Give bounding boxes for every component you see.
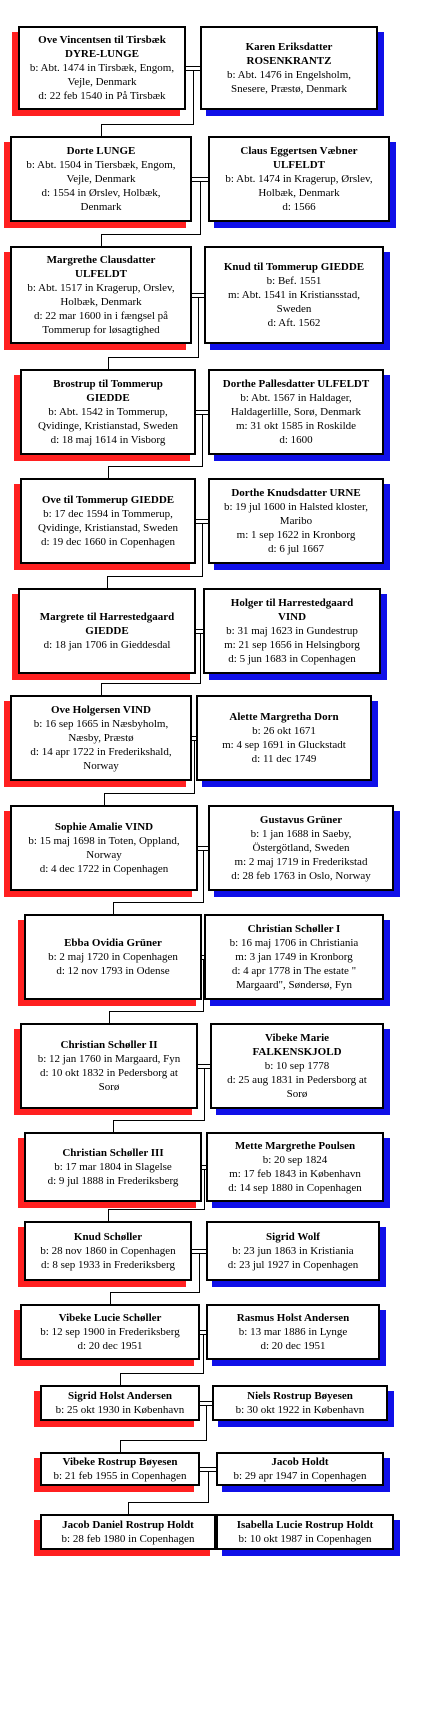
person-detail: d: 11 dec 1749: [251, 753, 317, 765]
person-detail: b: 30 okt 1922 in København: [235, 1404, 365, 1416]
person-detail: d: 20 dec 1951: [77, 1340, 143, 1352]
person-name: FALKENSKJOLD: [252, 1046, 342, 1058]
person-card[interactable]: [10, 246, 192, 344]
person-name: ULFELDT: [273, 159, 325, 171]
person-card[interactable]: [20, 369, 196, 455]
person-card[interactable]: [210, 1023, 384, 1109]
descent-line: [120, 1373, 121, 1385]
person-name: Vibeke Lucie Schøller: [58, 1312, 162, 1324]
descent-line: [113, 1120, 114, 1132]
person-card[interactable]: [40, 1452, 200, 1486]
descent-line: [202, 523, 203, 576]
person-card[interactable]: [10, 136, 192, 222]
person-detail: b: Abt. 1567 in Haldager,: [240, 392, 352, 404]
person-detail: d: 22 feb 1540 in På Tirsbæk: [38, 90, 166, 102]
person-card[interactable]: [208, 805, 394, 891]
marriage-line: [200, 1467, 216, 1468]
descent-line: [108, 466, 203, 467]
person-card[interactable]: [208, 369, 384, 455]
person-detail: m: 31 okt 1585 in Roskilde: [235, 420, 357, 432]
descent-line: [109, 1011, 204, 1012]
person-name: GIEDDE: [85, 625, 129, 637]
descent-line: [206, 1405, 207, 1440]
descent-line: [101, 124, 194, 125]
person-name: ROSENKRANTZ: [246, 55, 332, 67]
descent-line: [208, 1471, 209, 1502]
person-name: Vibeke Marie: [264, 1032, 330, 1044]
person-detail: d: 8 sep 1933 in Frederiksberg: [41, 1259, 175, 1271]
descent-line: [108, 1209, 109, 1221]
marriage-line: [202, 1165, 206, 1166]
person-name: Sigrid Holst Andersen: [68, 1390, 172, 1402]
person-detail: b: Abt. 1504 in Tiersbæk, Engom,: [26, 159, 176, 171]
person-card[interactable]: [24, 1221, 192, 1281]
person-detail: d: 4 dec 1722 in Copenhagen: [39, 863, 169, 875]
descent-line: [193, 70, 194, 124]
person-detail: d: 23 jul 1927 in Copenhagen: [227, 1259, 359, 1271]
descent-line: [113, 902, 114, 914]
person-name: Karen Eriksdatter: [245, 41, 333, 53]
person-detail: Holbæk, Denmark: [258, 187, 340, 199]
person-detail: d: 22 mar 1600 in i fængsel på: [33, 310, 169, 322]
person-name: Holger til Harrestedgaard: [230, 597, 354, 609]
person-name: Sophie Amalie VIND: [54, 821, 154, 833]
person-card[interactable]: [196, 695, 372, 781]
person-name: Ove til Tommerup GIEDDE: [41, 494, 175, 506]
descent-line: [128, 1502, 209, 1503]
person-name: Isabella Lucie Rostrup Holdt: [236, 1519, 374, 1531]
person-detail: d: 4 apr 1778 in The estate ": [231, 965, 357, 977]
marriage-line: [198, 846, 208, 847]
person-detail: Norway: [86, 849, 122, 861]
descent-line: [202, 414, 203, 466]
person-detail: Tommerup for løsagtighed: [42, 324, 160, 336]
person-detail: b: 19 jul 1600 in Halsted kloster,: [223, 501, 369, 513]
person-card[interactable]: [206, 1221, 380, 1281]
descent-line: [110, 1292, 200, 1293]
descent-line: [203, 1334, 204, 1373]
person-card[interactable]: [40, 1385, 200, 1421]
person-name: Dorthe Knudsdatter URNE: [231, 487, 361, 499]
person-detail: d: 5 jun 1683 in Copenhagen: [228, 653, 356, 665]
person-detail: b: Bef. 1551: [266, 275, 322, 287]
person-name: DYRE-LUNGE: [65, 48, 139, 60]
descent-line: [113, 1120, 205, 1121]
person-name: Ebba Ovidia Grüner: [64, 937, 162, 949]
person-name: Vibeke Rostrup Bøyesen: [62, 1456, 178, 1468]
person-name: Brostrup til Tommerup: [53, 378, 163, 390]
person-detail: m: Abt. 1541 in Kristiansstad,: [228, 289, 360, 301]
person-detail: d: 19 dec 1660 in Copenhagen: [40, 536, 176, 548]
person-detail: b: 20 sep 1824: [262, 1154, 328, 1166]
person-detail: Qvidinge, Kristianstad, Sweden: [38, 420, 178, 432]
descent-line: [113, 902, 204, 903]
person-card[interactable]: [24, 1132, 202, 1202]
marriage-line: [196, 629, 203, 630]
descent-line: [120, 1373, 204, 1374]
person-detail: b: 31 maj 1623 in Gundestrup: [226, 625, 358, 637]
person-name: ULFELDT: [75, 268, 127, 280]
marriage-line: [198, 1064, 210, 1065]
person-detail: b: Abt. 1474 in Tirsbæk, Engom,: [29, 62, 175, 74]
descent-line: [203, 959, 204, 1011]
person-name: Niels Rostrup Bøyesen: [247, 1390, 353, 1402]
descent-line: [120, 1440, 207, 1441]
person-detail: Qvidinge, Kristianstad, Sweden: [38, 522, 178, 534]
marriage-line: [192, 1249, 206, 1250]
person-detail: Sorø: [98, 1081, 120, 1093]
person-card[interactable]: [206, 1132, 384, 1202]
descent-line: [110, 1292, 111, 1304]
marriage-line: [196, 519, 208, 520]
person-detail: Holbæk, Denmark: [60, 296, 142, 308]
person-detail: b: 13 mar 1886 in Lynge: [238, 1326, 348, 1338]
person-name: GIEDDE: [86, 392, 130, 404]
person-detail: Norway: [83, 760, 119, 772]
person-detail: b: 17 mar 1804 in Slagelse: [54, 1161, 172, 1173]
person-detail: Maribo: [279, 515, 313, 527]
person-detail: m: 1 sep 1622 in Kronborg: [236, 529, 356, 541]
descent-line: [101, 234, 102, 246]
descent-line: [194, 740, 195, 793]
person-detail: Næsby, Præstø: [68, 732, 134, 744]
person-card[interactable]: [10, 695, 192, 781]
person-name: Claus Eggertsen Væbner: [240, 145, 358, 157]
descent-line: [101, 683, 201, 684]
descent-line: [108, 1209, 205, 1210]
person-detail: b: 12 jan 1760 in Margaard, Fyn: [37, 1053, 181, 1065]
person-detail: Vejle, Denmark: [67, 76, 137, 88]
person-card[interactable]: [204, 914, 384, 1000]
person-detail: d: 12 nov 1793 in Odense: [56, 965, 170, 977]
descent-line: [204, 1169, 205, 1209]
marriage-line: [196, 410, 208, 411]
descent-line: [128, 1502, 129, 1514]
descent-line: [200, 633, 201, 683]
person-detail: b: 29 apr 1947 in Copenhagen: [233, 1470, 367, 1482]
person-detail: b: 23 jun 1863 in Kristiania: [232, 1245, 354, 1257]
person-card[interactable]: [216, 1514, 394, 1550]
person-detail: m: 4 sep 1691 in Gluckstadt: [222, 739, 346, 751]
person-name: Christian Schøller III: [62, 1147, 164, 1159]
person-card[interactable]: [206, 1304, 380, 1360]
person-detail: d: 18 maj 1614 in Visborg: [50, 434, 166, 446]
descent-line: [104, 793, 105, 805]
descent-line: [101, 234, 201, 235]
person-detail: d: 14 apr 1722 in Frederikshald,: [30, 746, 172, 758]
person-detail: d: 14 sep 1880 in Copenhagen: [228, 1182, 362, 1194]
person-card[interactable]: [24, 914, 202, 1000]
person-detail: b: 15 maj 1698 in Toten, Oppland,: [28, 835, 180, 847]
person-card[interactable]: [212, 1385, 388, 1421]
person-card[interactable]: [20, 478, 196, 564]
person-card[interactable]: [203, 588, 381, 674]
marriage-line: [192, 293, 204, 294]
descent-line: [104, 793, 195, 794]
descent-line: [203, 850, 204, 902]
person-name: Knud til Tommerup GIEDDE: [223, 261, 365, 273]
person-detail: m: 2 maj 1719 in Frederikstad: [234, 856, 368, 868]
person-detail: d: 1600: [279, 434, 313, 446]
marriage-line: [192, 177, 208, 178]
person-card[interactable]: [20, 1304, 200, 1360]
person-detail: d: 18 jan 1706 in Gieddesdal: [43, 639, 171, 651]
marriage-line: [192, 736, 196, 737]
person-detail: b: Abt. 1474 in Kragerup, Ørslev,: [225, 173, 373, 185]
person-detail: b: Abt. 1542 in Tommerup,: [48, 406, 168, 418]
descent-line: [108, 357, 199, 358]
person-detail: d: 9 jul 1888 in Frederiksberg: [47, 1175, 179, 1187]
person-card[interactable]: [200, 26, 378, 110]
person-name: Christian Schøller I: [247, 923, 341, 935]
person-detail: b: 1 jan 1688 in Saeby,: [250, 828, 352, 840]
person-detail: m: 21 sep 1656 in Helsingborg: [224, 639, 360, 651]
descent-line: [101, 683, 102, 695]
person-detail: b: 25 okt 1930 in København: [55, 1404, 185, 1416]
person-name: Christian Schøller II: [60, 1039, 158, 1051]
person-name: Dorthe Pallesdatter ULFELDT: [222, 378, 370, 390]
person-name: Ove Vincentsen til Tirsbæk: [38, 34, 166, 46]
person-card[interactable]: [20, 1023, 198, 1109]
person-card[interactable]: [18, 588, 196, 674]
person-detail: d: 28 feb 1763 in Oslo, Norway: [231, 870, 371, 882]
person-detail: d: 1566: [282, 201, 316, 213]
descent-line: [107, 576, 203, 577]
person-card[interactable]: [10, 805, 198, 891]
person-name: Rasmus Holst Andersen: [236, 1312, 350, 1324]
person-name: VIND: [277, 611, 307, 623]
person-detail: b: 16 maj 1706 in Christiania: [229, 937, 359, 949]
person-detail: Vejle, Denmark: [66, 173, 136, 185]
marriage-line: [202, 955, 204, 956]
marriage-line: [200, 1330, 206, 1331]
person-detail: d: 10 okt 1832 in Pedersborg at: [40, 1067, 178, 1079]
person-name: Alette Margretha Dorn: [229, 711, 339, 723]
descent-line: [101, 124, 102, 136]
person-card[interactable]: [208, 136, 390, 222]
person-detail: b: 2 maj 1720 in Copenhagen: [48, 951, 178, 963]
person-card[interactable]: [204, 246, 384, 344]
descent-line: [109, 1011, 110, 1023]
person-detail: b: 17 dec 1594 in Tommerup,: [43, 508, 173, 520]
person-detail: b: 28 nov 1860 in Copenhagen: [40, 1245, 176, 1257]
person-name: Mette Margrethe Poulsen: [234, 1140, 356, 1152]
descent-line: [198, 297, 199, 357]
marriage-line: [186, 66, 200, 67]
descent-line: [204, 1068, 205, 1120]
person-name: Margrete til Harrestedgaard: [39, 611, 175, 623]
person-detail: Östergötland, Sweden: [252, 842, 350, 854]
person-detail: b: Abt. 1517 in Kragerup, Orslev,: [27, 282, 175, 294]
person-detail: b: Abt. 1476 in Engelsholm,: [226, 69, 352, 81]
person-card[interactable]: [208, 478, 384, 564]
person-detail: d: 20 dec 1951: [260, 1340, 326, 1352]
person-detail: d: 6 jul 1667: [268, 543, 324, 555]
person-card[interactable]: [18, 26, 186, 110]
person-detail: Snesere, Præstø, Denmark: [230, 83, 348, 95]
person-name: Sigrid Wolf: [266, 1231, 320, 1243]
descent-line: [120, 1440, 121, 1452]
person-name: Dorte LUNGE: [66, 145, 136, 157]
person-name: Margrethe Clausdatter: [46, 254, 156, 266]
person-detail: b: 10 okt 1987 in Copenhagen: [238, 1533, 372, 1545]
descent-line: [107, 576, 108, 588]
person-detail: b: 16 sep 1665 in Næsbyholm,: [33, 718, 169, 730]
person-detail: b: 12 sep 1900 in Frederiksberg: [40, 1326, 180, 1338]
person-card[interactable]: [216, 1452, 384, 1486]
person-detail: b: 26 okt 1671: [252, 725, 316, 737]
descent-line: [200, 181, 201, 234]
person-detail: Haldagerlille, Sorø, Denmark: [230, 406, 362, 418]
person-detail: Sweden: [276, 303, 312, 315]
person-name: Ove Holgersen VIND: [50, 704, 151, 716]
descent-line: [108, 466, 109, 478]
person-name: Jacob Daniel Rostrup Holdt: [62, 1519, 194, 1531]
person-detail: d: 1554 in Ørslev, Holbæk,: [41, 187, 161, 199]
person-detail: b: 21 feb 1955 in Copenhagen: [53, 1470, 187, 1482]
descent-line: [199, 1253, 200, 1292]
person-card[interactable]: [40, 1514, 216, 1550]
marriage-line: [200, 1401, 212, 1402]
person-detail: d: 25 aug 1831 in Pedersborg at: [227, 1074, 367, 1086]
person-detail: Margaard", Søndersø, Fyn: [235, 979, 353, 991]
person-detail: Sorø: [286, 1088, 308, 1100]
person-detail: m: 3 jan 1749 in Kronborg: [235, 951, 353, 963]
person-detail: d: Aft. 1562: [267, 317, 321, 329]
person-name: Jacob Holdt: [271, 1456, 329, 1468]
person-detail: b: 28 feb 1980 in Copenhagen: [61, 1533, 195, 1545]
person-name: Gustavus Grüner: [259, 814, 343, 826]
person-detail: Denmark: [80, 201, 122, 213]
person-detail: m: 17 feb 1843 in København: [229, 1168, 361, 1180]
descent-line: [108, 357, 109, 369]
person-name: Knud Schøller: [73, 1231, 143, 1243]
person-detail: b: 10 sep 1778: [264, 1060, 330, 1072]
